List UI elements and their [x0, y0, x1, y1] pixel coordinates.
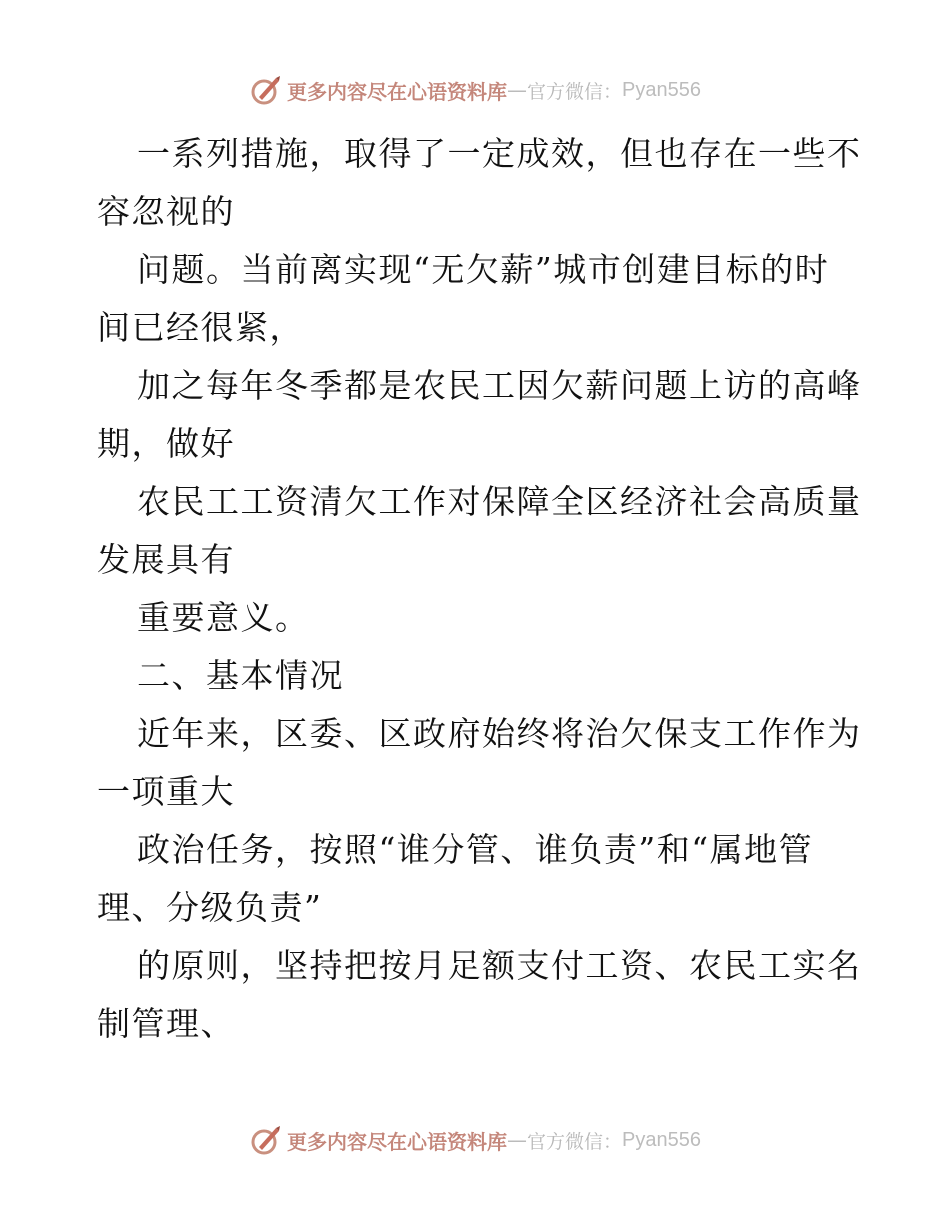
- text-line: 一项重大: [97, 772, 235, 811]
- text-line: 近年来，区委、区政府始终将治欠保支工作作为: [137, 714, 862, 753]
- watermark-label: 官方微信：: [527, 1130, 623, 1153]
- text-line: 制管理、: [97, 1004, 235, 1043]
- text-line: 容忽视的: [97, 192, 235, 231]
- watermark-wechat-id: Pyan556: [622, 1128, 701, 1151]
- watermark-label: 官方微信：: [527, 80, 623, 103]
- section-heading: 二、基本情况: [137, 656, 344, 695]
- text-line: 政治任务，按照“谁分管、谁负责”和“属地管: [137, 830, 814, 869]
- quill-logo-icon: [249, 1123, 283, 1157]
- quill-logo-icon: [249, 73, 283, 107]
- text-line: 发展具有: [97, 540, 235, 579]
- watermark-separator: —: [507, 78, 527, 102]
- text-line: 重要意义。: [137, 598, 310, 637]
- text-line: 间已经很紧，: [97, 308, 304, 347]
- text-line: 农民工工资清欠工作对保障全区经济社会高质量: [137, 482, 862, 521]
- watermark-wechat-id: Pyan556: [622, 78, 701, 101]
- text-line: 期，做好: [97, 424, 235, 463]
- text-line: 一系列措施，取得了一定成效，但也存在一些不: [137, 134, 862, 173]
- footer-watermark: [0, 1120, 950, 1160]
- text-line: 理、分级负责”: [97, 888, 323, 927]
- watermark-text: 更多内容尽在心语资料库: [287, 1129, 507, 1154]
- text-line: 加之每年冬季都是农民工因欠薪问题上访的高峰: [137, 366, 862, 405]
- watermark-text: 更多内容尽在心语资料库: [287, 79, 507, 104]
- watermark-separator: —: [507, 1128, 527, 1152]
- header-watermark: [0, 70, 950, 110]
- text-line: 的原则，坚持把按月足额支付工资、农民工实名: [137, 946, 862, 985]
- text-line: 问题。当前离实现“无欠薪”城市创建目标的时: [137, 250, 830, 289]
- document-body: [97, 125, 862, 1053]
